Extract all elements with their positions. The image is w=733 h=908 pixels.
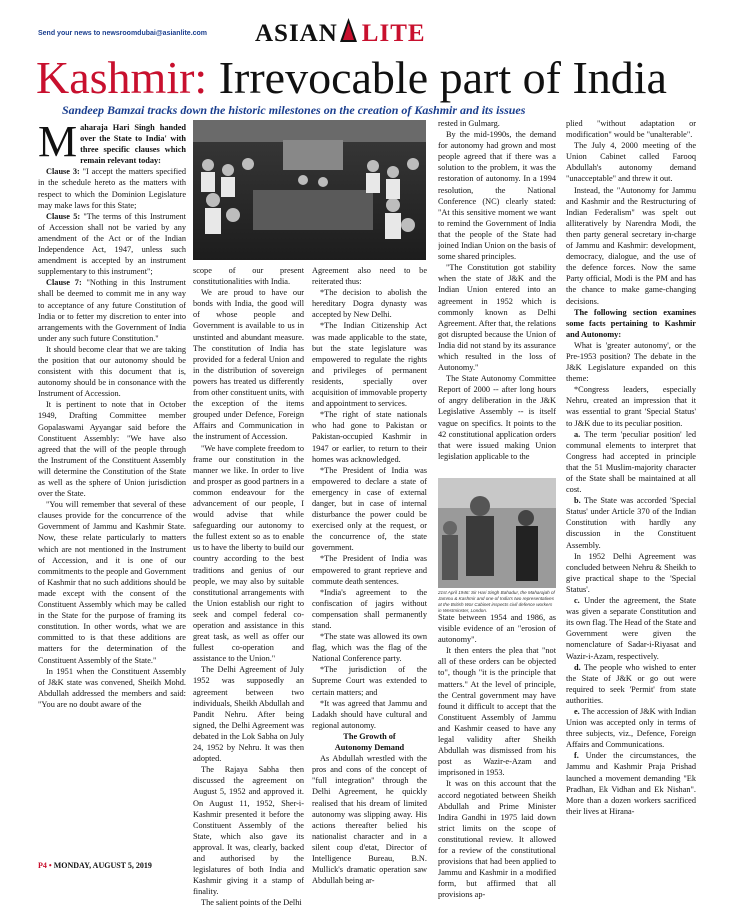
subhead: Sandeep Bamzai tracks down the historic milestones on the creation of Kashmir and its issues [62,103,526,117]
drop-cap: M [38,117,78,166]
headline: Kashmir: Irrevocable part of India [36,52,667,103]
issue-date: MONDAY, AUGUST 5, 2019 [53,861,152,870]
maharaja-photo [438,478,556,588]
page-footer: P4 • MONDAY, AUGUST 5, 2019 [38,861,152,870]
logo-mark-icon [339,17,358,43]
masthead [0,0,733,48]
column-1: Maharaja Hari Singh handed over the State to India' with three specific clauses which remain relevant today: Clause 3: "I accept the matters specified in the schedule hereto as the matters with respect to which the Dominion Legislature may make laws for this State; Clause 5: "The terms of this Instrument of Accession shall not be varied by any amendment of the Act or of the Indian Independence Act, 1947, unless such amendment is accepted by an instrument supplementary to this instrument"; Clause 7: "Nothing in this Instrument shall be deemed to commit me in any way to acceptance of any future Constitution of India or to fetter my discretion to enter into arrangements with the Government of India under any such future Constitution." It should become clear that we are taking the position that our autonomy should be consistent with this document that is, autonomy should be in consonance with the Instrument of Accession. It is pertinent to note that in October 1949, Drafting Committee member Gopalaswami Ayyangar said before the Constituent Assembly: "We have also agreed that the will of the people through the Instrument of the Constituent Assembly will determine the Constitution of the State as well as the sphere of Union jurisdiction over the State. "You will remember that several of these clauses provide for the concurrence of the Government of Jammu and Kashmir State. Now, these relate particularly to matters which are not mentioned in the Instrument of Accession, and it is one of our commitments to the people and Government of Kashmir that no such additions should be made except with the consent of the Constituent Assembly which may be called in the State for the purpose of framing its constitution. In other words, what we are committed to is that these additions are matters for the determination of the Constituent Assembly of the State." In 1951 when the Constituent Assembly of J&K state was convened, Sheikh Mohd. Abdullah addressed the members and said: "You are no doubt aware of the [38,117,186,709]
lead-text: aharaja Hari Singh handed over the State to India' with three specific clauses which remain relevant today: [80,123,186,166]
photo-caption: 21st April 1946: Sir Hari Singh Bahadur, the Maharajah of Jammu & Kashmir and one of India's two representatives at the British War Cabinet inspects civil defence workers in Westminster, London. [438,590,555,613]
column-4-top: rested in Gulmarg. By the mid-1990s, the demand for autonomy had grown and most people agreed that if there was a solution to the problem, it was the restoration of autonomy. In a 1994 resolution, the National Conference (NC) clearly stated: "At this sensitive moment we want to remind the Government of India that the people of the State had joined Indian Union on the basis of some shared principles. "The Constitution got stability when the state of J&K and the Indian Union entered into an agreement in 1952 which is commonly known as Delhi Agreement. After that, the relations got disrupted because the Union of India did not stand by its assurance which resulted in the loss of Autonomy." The State Autonomy Committee Report of 2000 -- after long hours of angry deliberation in the J&K Legislative Assembly -- is itself vague on specifics. It points to the 42 constitutional application orders that were issued making Union legislation applicable to the [438,119,556,461]
send-news-note: Send your news to newsroomdubai@asianlite.com [38,30,208,37]
assembly-photo [193,120,426,260]
column-5: plied "without adaptation or modification" would be "unalterable". The July 4, 2000 meeting of the Union Cabinet called Farooq Abdullah's autonomy demand "unacceptable" and threw it out. Instead, the "Autonomy for Jammu and Kashmir and the Restructuring of Indian Federalism" was spelt out alliteratively by Narendra Modi, the then party general secretary in-charge of Jammu and Kashmir: development, democracy, dialogue, and the use of the defence forces. Now the same Party official, Modi is the PM and has the chance to make game-changing decisions. The following section examines some facts pertaining to Kashmir and Autonomy: What is 'greater autonomy', or the Pre-1953 position? The debate in the J&K Legislature expanded on this theme: *Congress leaders, especially Nehru, created an impression that it was essential to grant 'Special Status' to J&K due to its peculiar position. a. The term 'peculiar position' led communal elements to interpret that Congress had accepted in principle that the 51 Muslim-majority character of the State shall be maintained at all cost. b. The State was accorded 'Special Status' under Article 370 of the Indian Constitution with hardly any discussion in the Constituent Assembly. In 1952 Delhi Agreement was concluded between Nehru & Sheikh to give practical shape to the 'Special Status'. c. Under the agreement, the State was given a separate Constitution and its own flag. The Head of the State and Government were given the nomenclature of Sadar-i-Riyasat and Wazir-i-Azam, respectively. d. The people who wished to enter the State of J&K or go out were required to seek 'Permit' from state authorities. e. The accession of J&K with Indian Union was accepted only in terms of three subjects, viz., Defence, Foreign Affairs and Communications. f. Under the circumstances, the Jammu and Kashmir Praja Prishad launched a movement demanding "Ek Pradhan, Ek Vidhan and Ek Nishan". More than a dozen workers sacrificed their lives at Hirana- [566,119,696,816]
column-2: scope of our present constitutionalities with India. We are proud to have our bonds with India, the good will of whose people and Government is available to us in unstinted and abundant measure. The constitution of India has provided for a federal Union and in the distribution of sovereign powers has treated us differently from other constituent units, with the exception of the items grouped under Defence, Foreign Affairs and Communication in the instrument of Accession. "We have complete freedom to frame our constitution in the manner we like. In order to live and prosper as good partners in a common endeavour for the advancement of our people, I would advise that while safeguarding our autonomy to the fullest extent so as to enable us to have the liberty to build our country according to the best traditions and genius of our people, we may also by suitable constitutional arrangements with the Union establish our right to seek and compel federal co-operation and assistance in this great task, as well as offer our fullest co-operation and assistance to the Union." The Delhi Agreement of July 1952 was supposedly an agreement between two individuals, Sheikh Abdullah and Pandit Nehru. After being signed, the Delhi Agreement was debated in the Lok Sabha on July 24, 1952 by Nehru. It was then adopted. The Rajaya Sabha then discussed the agreement on August 5, 1952 and approved it. On August 11, 1952, Sher-i-Kashmir presented it before the Constituent Assembly of the State, which also gave its approval. It was, clearly, backed and authorised by the legislatures of both India and Kashmir giving it a stamp of finality. The salient points of the Delhi [193,266,304,908]
column-4-bottom: State between 1954 and 1986, as visible evidence of an "erosion of autonomy". It then enters the plea that "not all of these orders can be objected to", though "it is the principle that matters." At the level of principle, the Central government may have found it difficult to accept that the Constituent Assembly of Jammu and Kashmir ceased to have any legal validity after Sheikh Abdullah was dismissed from his post as Wazir-e-Azam and imprisoned in 1953. It was on this account that the accord negotiated between Sheikh Abdullah and Prime Minister Indira Gandhi in 1975 laid down strict limits on the scope of constitutional review. It allowed for a review of the constitutional provisions that had been applied to Jammu and Kashmir in a modified form, but affirmed that all provisions ap- [438,613,556,900]
column-3: Agreement also need to be reiterated thus: *The decision to abolish the hereditary Dogra dynasty was accepted by New Delhi. *The Indian Citizenship Act was made applicable to the state, but the state legislature was empowered to regulate the rights and privileges of permanent residents, specially over acquisition of immovable property and appointment to services. *The right of state nationals who had gone to Pakistan or Pakistan-occupied Kashmir in 1947 or earlier, to return to their homes was acknowledged. *The President of India was empowered to declare a state of emergency in case of external danger, but in case of internal disturbance the power could be exercised only at the request, or the concurrence of, the state government. *The President of India was empowered to grant reprieve and commute death sentences. *India's agreement to the confiscation of jagirs without compensation shall permanently stand. *The state was allowed its own flag, which was the flag of the National Conference party. *The jurisdiction of the Supreme Court was extended to certain matters; and *It was agreed that Jammu and Ladakh should have cultural and regional autonomy. The Growth of Autonomy Demand As Abdullah wrestled with the pros and cons of the concept of "full integration" through the Delhi Agreement, he quickly realised that his dream of limited autonomy was slipping away. His actions thereafter belied his nationalist character and in a silent coup d'etat, Director of Intelligence Bureau, B.N. Mullick's dramatic operation saw Abdullah being ar- [312,266,427,886]
asian-lite-logo: ASIAN LITE [255,20,426,47]
section-subhead: The Growth of [343,731,396,741]
page-number: P4 [38,861,47,870]
